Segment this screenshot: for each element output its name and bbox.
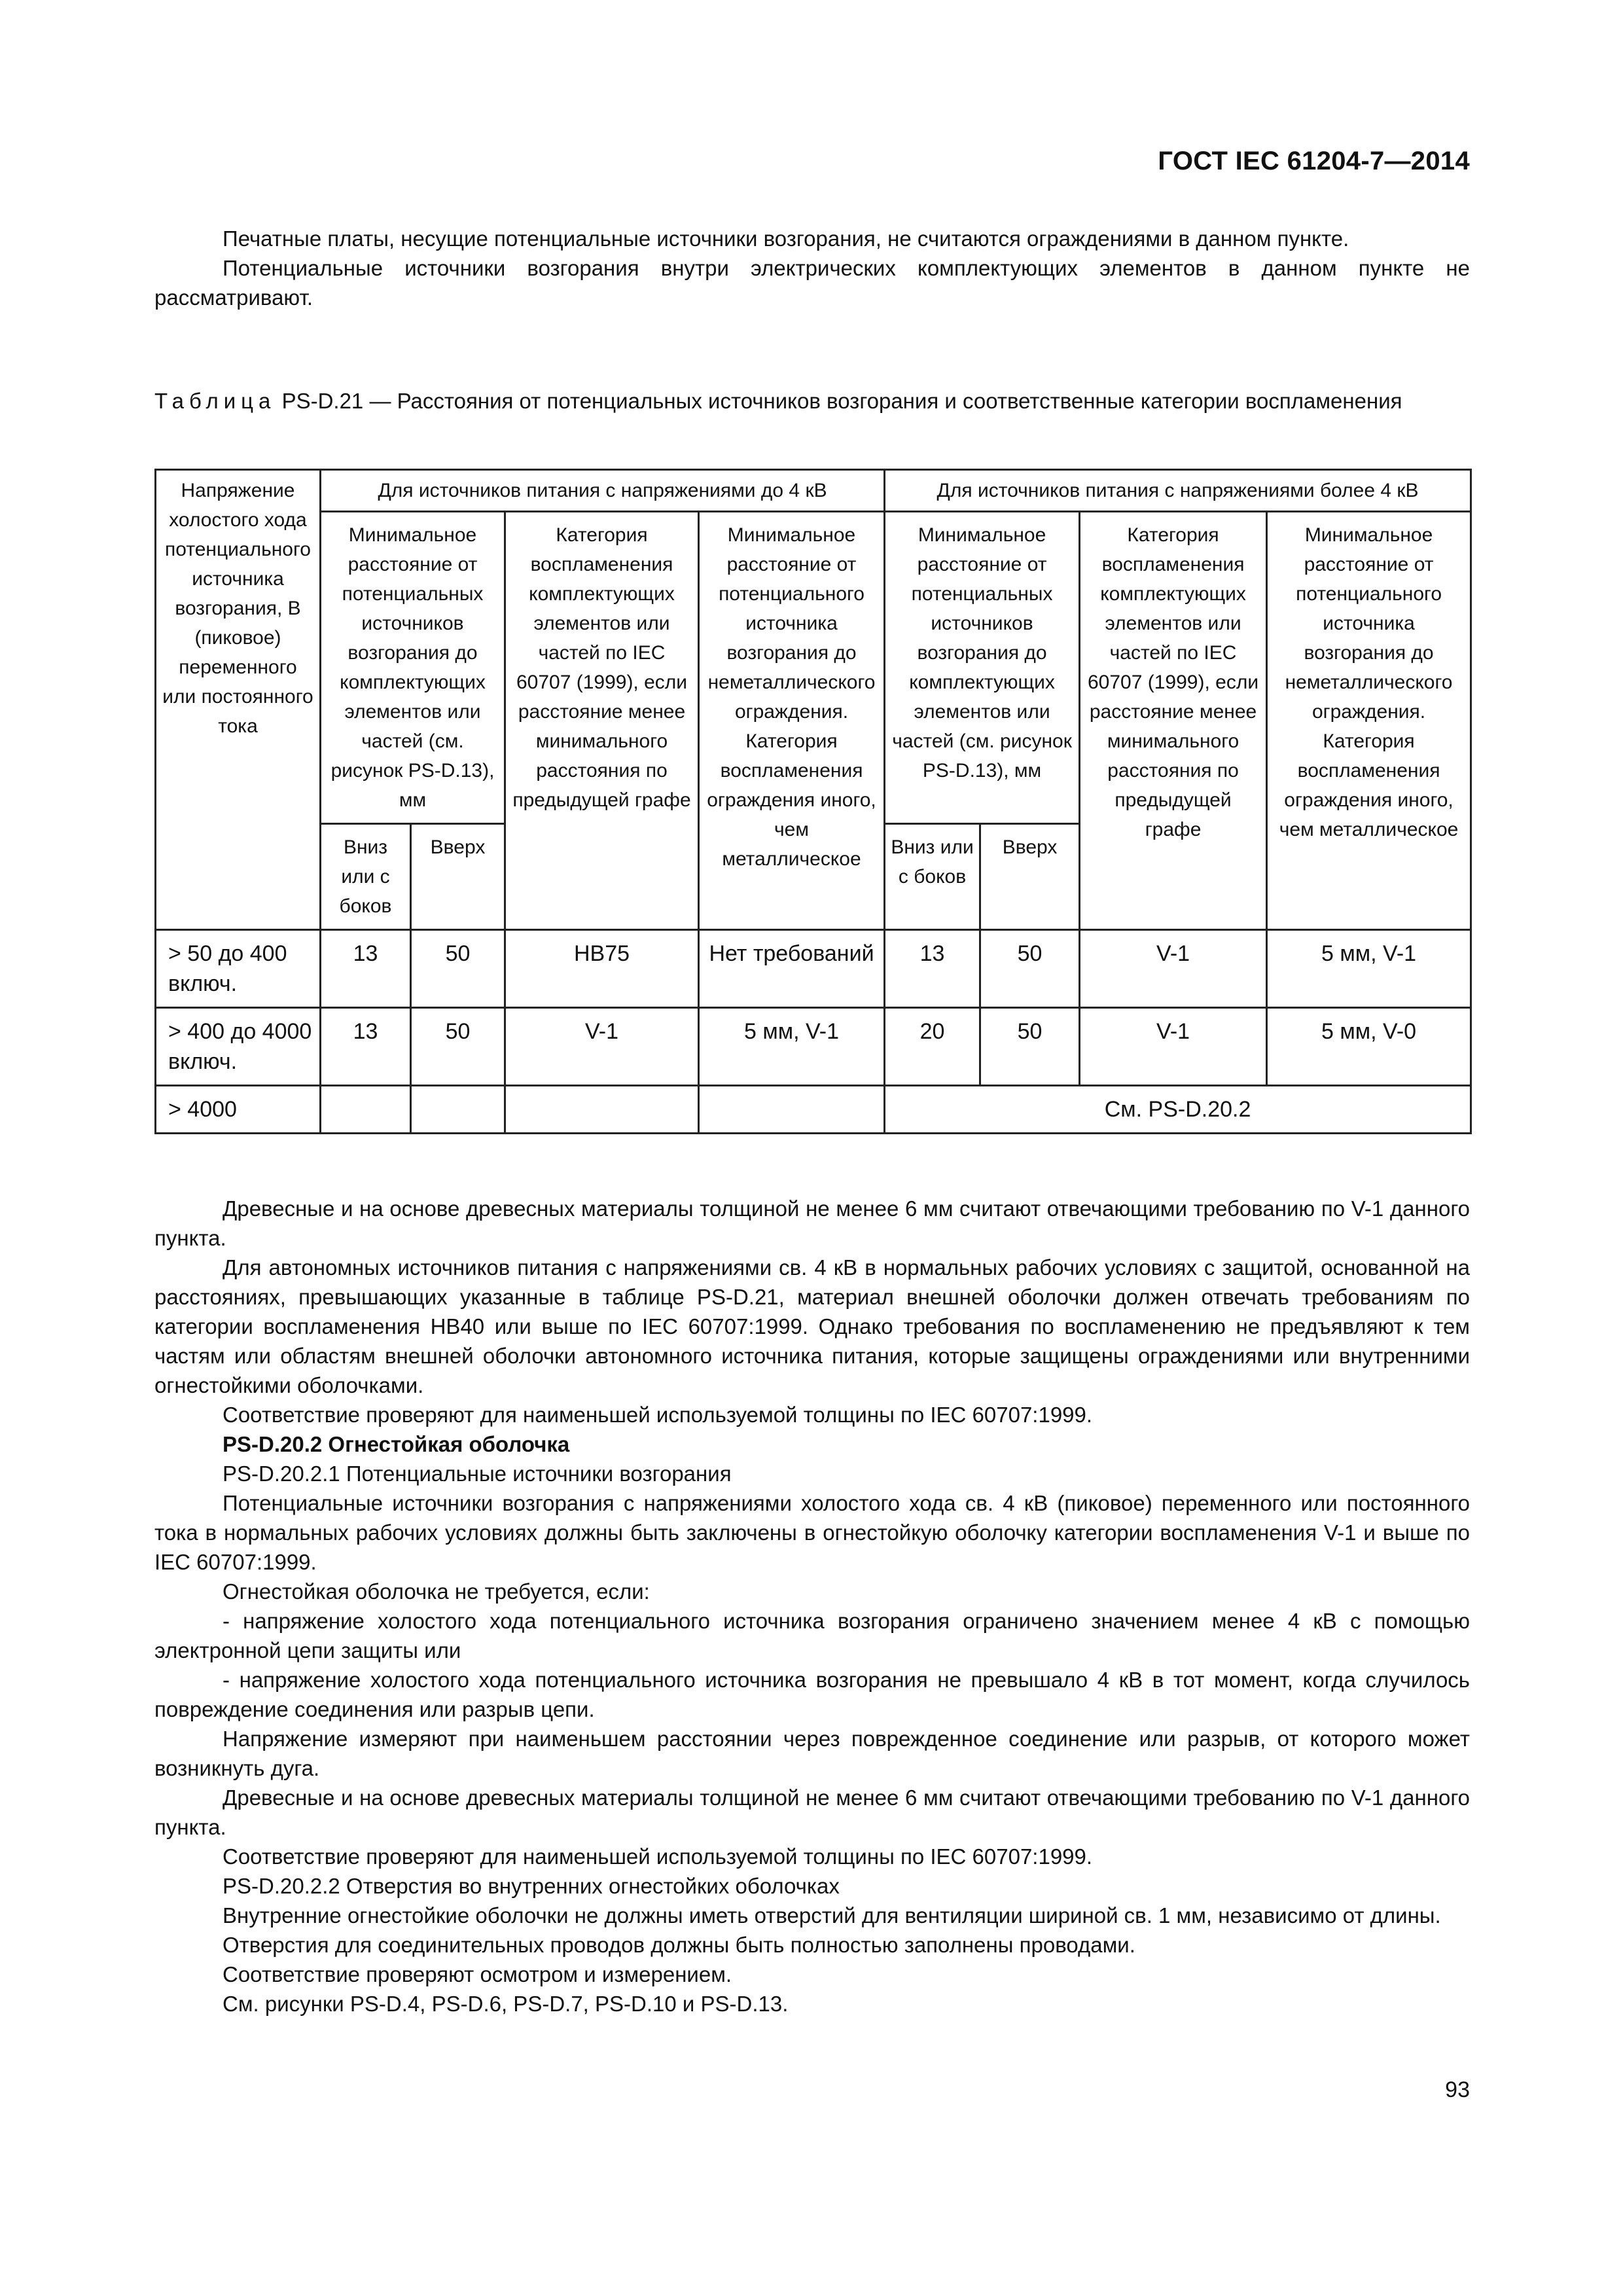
paragraph: Внутренние огнестойкие оболочки не должны иметь отверстий для вентиляции шириной св. 1 мм, независимо от длины. [223,1903,1441,1928]
table-caption-word: Таблица [154,389,276,413]
table-row [156,1008,1471,1086]
col-category: Категория воспламенения комплектующих элементов или частей по IEC 60707 (1999), если расстояние менее минимального расстояния по предыдущей графе [1080,512,1267,930]
cell-value: 13 [321,1008,411,1086]
group-low-voltage: Для источников питания с напряжениями до 4 кВ [321,470,885,512]
cell-value: 50 [411,930,505,1008]
cell-value: 5 мм, V-1 [1267,930,1471,1008]
cell-empty [321,1086,411,1134]
group-high-voltage: Для источников питания с напряжениями более 4 кВ [885,470,1471,512]
cell-value: 50 [980,1008,1080,1086]
paragraph: См. рисунки PS-D.4, PS-D.6, PS-D.7, PS-D.10 и PS-D.13. [223,1992,789,2016]
paragraph: Потенциальные источники возгорания с напряжениями холостого хода св. 4 кВ (пиковое) переменного или постоянного тока в нормальных рабочих условиях должны быть заключены в огнестойкую оболочку категории воспламенения V-1 и выше по IEC 60707:1999. [154,1491,1470,1574]
table-caption [154,386,1470,416]
cell-range: > 4000 [156,1086,321,1134]
table-row [156,1086,1471,1134]
subcol-down: Вниз или с боков [321,824,411,930]
list-item: - напряжение холостого хода потенциального источника возгорания не превышало 4 кВ в тот момент, когда случилось повреждение соединения или разрыв цепи. [154,1668,1470,1721]
cell-value: 13 [321,930,411,1008]
subcol-up: Вверх [980,824,1080,930]
paragraph: Потенциальные источники возгорания внутри электрических комплектующих элементов в данном пункте не рассматривают. [154,256,1470,310]
col-voltage-header: Напряжение холостого хода потенциального источника возгорания, В (пиковое) переменного или постоянного тока [156,470,321,930]
cell-range: > 50 до 400 включ. [156,930,321,1008]
section-heading: PS-D.20.2 Огнестойкая оболочка [223,1432,570,1456]
distances-table [154,469,1472,1134]
paragraph: Отверстия для соединительных проводов должны быть полностью заполнены проводами. [223,1933,1135,1957]
col-min-distance-enclosure: Минимальное расстояние от потенциального источника возгорания до неметаллического ограждения. Категория воспламенения ограждения иного, чем металлическое [1267,512,1471,930]
col-min-distance-enclosure: Минимальное расстояние от потенциального источника возгорания до неметаллического ограждения. Категория воспламенения ограждения иного, чем металлическое [699,512,885,930]
table-header-row [156,512,1471,824]
cell-value: 50 [411,1008,505,1086]
table-caption-text: PS-D.21 — Расстояния от потенциальных источников возгорания и соответственные категории воспламенения [281,389,1402,413]
cell-value: 20 [885,1008,980,1086]
cell-value: 50 [980,930,1080,1008]
subcol-down: Вниз или с боков [885,824,980,930]
subsection-heading: PS-D.20.2.1 Потенциальные источники возгорания [223,1462,732,1486]
paragraph: Огнестойкая оболочка не требуется, если: [223,1579,650,1604]
paragraph: Напряжение измеряют при наименьшем расстоянии через поврежденное соединение или разрыв, от которого может возникнуть дуга. [154,1727,1470,1780]
cell-value: Нет требований [699,930,885,1008]
cell-see-reference: См. PS-D.20.2 [885,1086,1471,1134]
paragraph: Соответствие проверяют для наименьшей используемой толщины по IEC 60707:1999. [223,1844,1093,1869]
table-row [156,930,1471,1008]
cell-value: 5 мм, V-1 [699,1008,885,1086]
cell-empty [411,1086,505,1134]
subsection-heading: PS-D.20.2.2 Отверстия во внутренних огнестойких оболочках [223,1874,840,1898]
paragraph: Для автономных источников питания с напряжениями св. 4 кВ в нормальных рабочих условиях с защитой, основанной на расстояниях, превышающих указанные в таблице PS-D.21, материал внешней оболочки должен отвечать требованиям по категории воспламенения HB40 или выше по IEC 60707:1999. Однако требования по воспламенению не предъявляют к тем частям или областям внешней оболочки автономного источника питания, которые защищены ограждениями или внутренними огнестойкими оболочками. [154,1255,1470,1397]
intro-text [154,224,1470,312]
cell-value: 13 [885,930,980,1008]
col-category: Категория воспламенения комплектующих элементов или частей по IEC 60707 (1999), если расстояние менее минимального расстояния по предыдущей графе [505,512,699,930]
paragraph: Древесные и на основе древесных материалы толщиной не менее 6 мм считают отвечающими требованию по V-1 данного пункта. [154,1196,1470,1250]
subcol-up: Вверх [411,824,505,930]
standard-designation: ГОСТ IEC 61204-7—2014 [1158,147,1470,175]
cell-range: > 400 до 4000 включ. [156,1008,321,1086]
paragraph: Древесные и на основе древесных материалы толщиной не менее 6 мм считают отвечающими требованию по V-1 данного пункта. [154,1785,1470,1839]
body-text [154,1194,1470,2018]
paragraph: Соответствие проверяют для наименьшей используемой толщины по IEC 60707:1999. [223,1403,1093,1427]
paragraph: Печатные платы, несущие потенциальные источники возгорания, не считаются ограждениями в данном пункте. [223,226,1349,251]
cell-empty [505,1086,699,1134]
table-header-row [156,470,1471,512]
cell-value: V-1 [1080,930,1267,1008]
col-min-distance-components: Минимальное расстояние от потенциальных источников возгорания до комплектующих элементов или частей (см. рисунок PS-D.13), мм [885,512,1080,824]
paragraph: Соответствие проверяют осмотром и измерением. [223,1962,732,1986]
cell-value: V-1 [505,1008,699,1086]
page-number: 93 [1445,2077,1470,2102]
cell-value: HB75 [505,930,699,1008]
cell-value: V-1 [1080,1008,1267,1086]
list-item: - напряжение холостого хода потенциального источника возгорания ограничено значением менее 4 кВ с помощью электронной цепи защиты или [154,1609,1470,1662]
col-min-distance-components: Минимальное расстояние от потенциальных источников возгорания до комплектующих элементов или частей (см. рисунок PS-D.13), мм [321,512,505,824]
cell-value: 5 мм, V-0 [1267,1008,1471,1086]
cell-empty [699,1086,885,1134]
